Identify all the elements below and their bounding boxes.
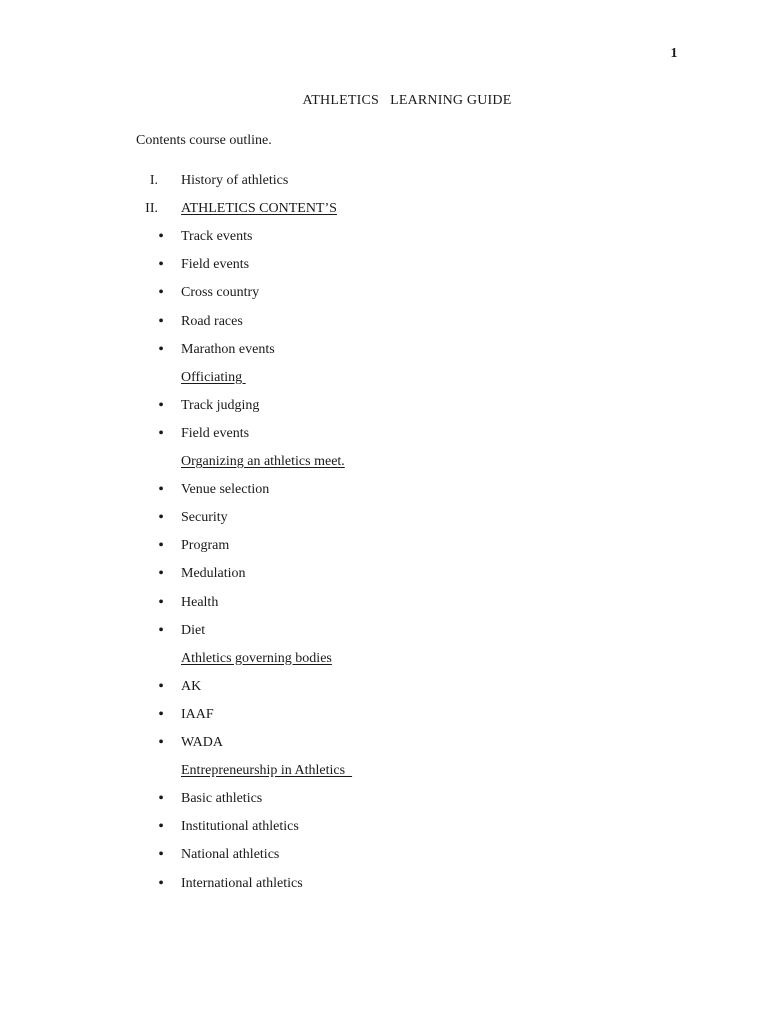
outline-item-text: Field events [181, 257, 250, 273]
bullet-marker: • [158, 284, 164, 302]
bullet-marker: • [158, 846, 164, 864]
bullet-marker: • [158, 818, 164, 836]
intro-text: Contents course outline. [136, 133, 272, 148]
outline-subheading [0, 452, 768, 472]
outline-item [0, 424, 768, 444]
outline-subheading [0, 649, 768, 669]
outline-subheading [0, 761, 768, 781]
bullet-marker: • [158, 509, 164, 527]
outline-item-text: Track judging [181, 397, 260, 413]
bullet-marker: • [158, 621, 164, 639]
outline-item-text: International athletics [181, 875, 303, 891]
bullet-marker: • [158, 256, 164, 274]
outline-item [0, 312, 768, 332]
outline-item-text: IAAF [181, 706, 214, 722]
outline-item [0, 283, 768, 303]
outline-item [0, 171, 768, 191]
outline-item-text: Road races [181, 313, 243, 329]
outline-item-text: Cross country [181, 285, 260, 301]
outline-item-text: National athletics [181, 847, 280, 863]
bullet-marker: • [158, 312, 164, 330]
outline-item-text: Medulation [181, 566, 246, 582]
outline-item [0, 817, 768, 837]
bullet-marker: • [158, 396, 164, 414]
outline-item-text: Organizing an athletics meet. [181, 454, 345, 469]
roman-numeral-marker: II. [145, 201, 158, 217]
outline-item-text: Program [181, 538, 230, 554]
outline-item [0, 536, 768, 556]
outline-item [0, 340, 768, 360]
roman-numeral-marker: I. [149, 173, 158, 188]
outline-item-text: Officiating [181, 369, 246, 385]
outline-item-text: Marathon events [181, 341, 275, 357]
outline-item [0, 396, 768, 416]
outline-item-text: Institutional athletics [181, 819, 299, 835]
outline-subheading [0, 368, 768, 388]
outline-item-text: Diet [181, 622, 206, 638]
outline-item-text: AK [181, 678, 202, 694]
bullet-marker: • [158, 424, 164, 442]
bullet-marker: • [158, 677, 164, 695]
outline-item-text: Basic athletics [181, 791, 263, 807]
bullet-marker: • [158, 734, 164, 751]
bullet-marker: • [158, 593, 164, 611]
outline-item-text: Athletics governing bodies [181, 650, 332, 666]
bullet-marker: • [158, 565, 164, 583]
bullet-marker: • [158, 790, 164, 808]
bullet-marker: • [158, 228, 164, 246]
outline-item [0, 789, 768, 809]
outline-item [0, 677, 768, 697]
outline-item-text: Security [181, 510, 228, 526]
outline-item [0, 227, 768, 247]
bullet-marker: • [158, 705, 164, 723]
outline-item-text: ATHLETICS CONTENT’S [181, 201, 337, 217]
bullet-marker: • [158, 537, 164, 555]
outline-item [0, 705, 768, 725]
outline-item-text: Entrepreneurship in Athletics [181, 763, 353, 779]
outline-item-text: History of athletics [181, 173, 289, 188]
outline-item [0, 874, 768, 894]
outline-item-text: WADA [181, 735, 223, 750]
outline-item [0, 255, 768, 275]
outline-item-text: Venue selection [181, 482, 270, 498]
outline-item [0, 564, 768, 584]
outline-item [0, 733, 768, 753]
bullet-marker: • [158, 874, 164, 892]
outline-item [0, 845, 768, 865]
document-title: ATHLETICS LEARNING GUIDE [302, 93, 512, 108]
outline-item [0, 593, 768, 613]
bullet-marker: • [158, 340, 164, 358]
bullet-marker: • [158, 481, 164, 499]
outline-item [0, 199, 768, 219]
outline-item [0, 508, 768, 528]
outline-item [0, 621, 768, 641]
outline-item-text: Health [181, 594, 219, 610]
outline-item-text: Track events [181, 229, 253, 245]
outline-item-text: Field events [181, 425, 250, 441]
page-number: 1 [670, 46, 678, 61]
outline-item [0, 480, 768, 500]
